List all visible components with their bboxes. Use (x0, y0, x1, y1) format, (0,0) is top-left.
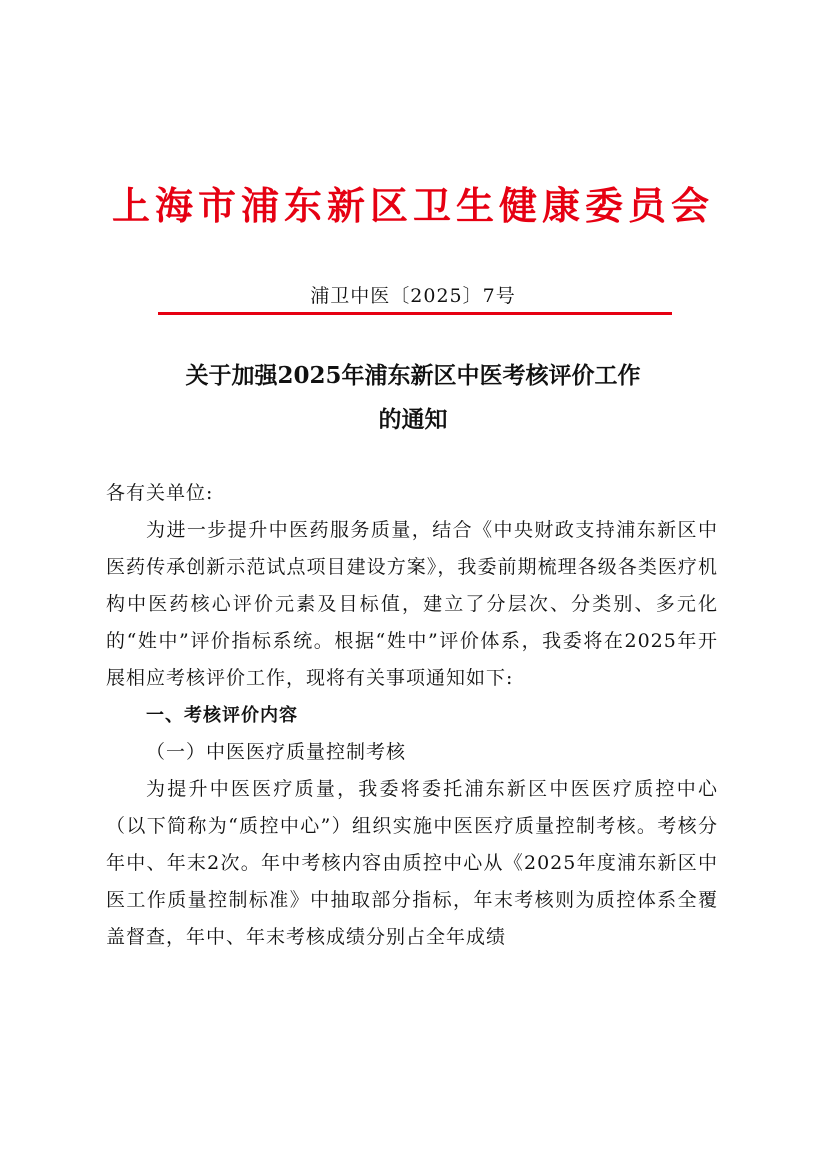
document-body (106, 475, 718, 956)
section-heading-1: 一、考核评价内容 (146, 705, 298, 726)
document-title (0, 354, 826, 442)
document-title-line-2: 的通知 (378, 406, 448, 433)
salutation: 各有关单位: (106, 482, 214, 504)
document-title-line-1: 关于加强2025年浦东新区中医考核评价工作 (185, 362, 641, 389)
document-number: 浦卫中医〔2025〕7号 (310, 285, 516, 307)
red-separator-line (158, 312, 672, 315)
intro-paragraph: 为进一步提升中医药服务质量，结合《中央财政支持浦东新区中医药传承创新示范试点项目建设方案》，我委前期梳理各级各类医疗机构中医药核心评价元素及目标值，建立了分层次、分类别、多元化的“姓中”评价指标系统。根据“姓中”评价体系，我委将在2025年开展相应考核评价工作，现将有关事项通知如下: (106, 519, 718, 689)
subsection-heading-1: （一）中医医疗质量控制考核 (146, 741, 407, 763)
subsection-1-paragraph: 为提升中医医疗质量，我委将委托浦东新区中医医疗质控中心（以下简称为“质控中心”）组织实施中医医疗质量控制考核。考核分年中、年末2次。年中考核内容由质控中心从《2025年度浦东新区中医工作质量控制标准》中抽取部分指标，年末考核则为质控体系全覆盖督查，年中、年末考核成绩分别占全年成绩 (106, 778, 718, 948)
issuing-organization-header: 上海市浦东新区卫生健康委员会 (111, 183, 714, 228)
